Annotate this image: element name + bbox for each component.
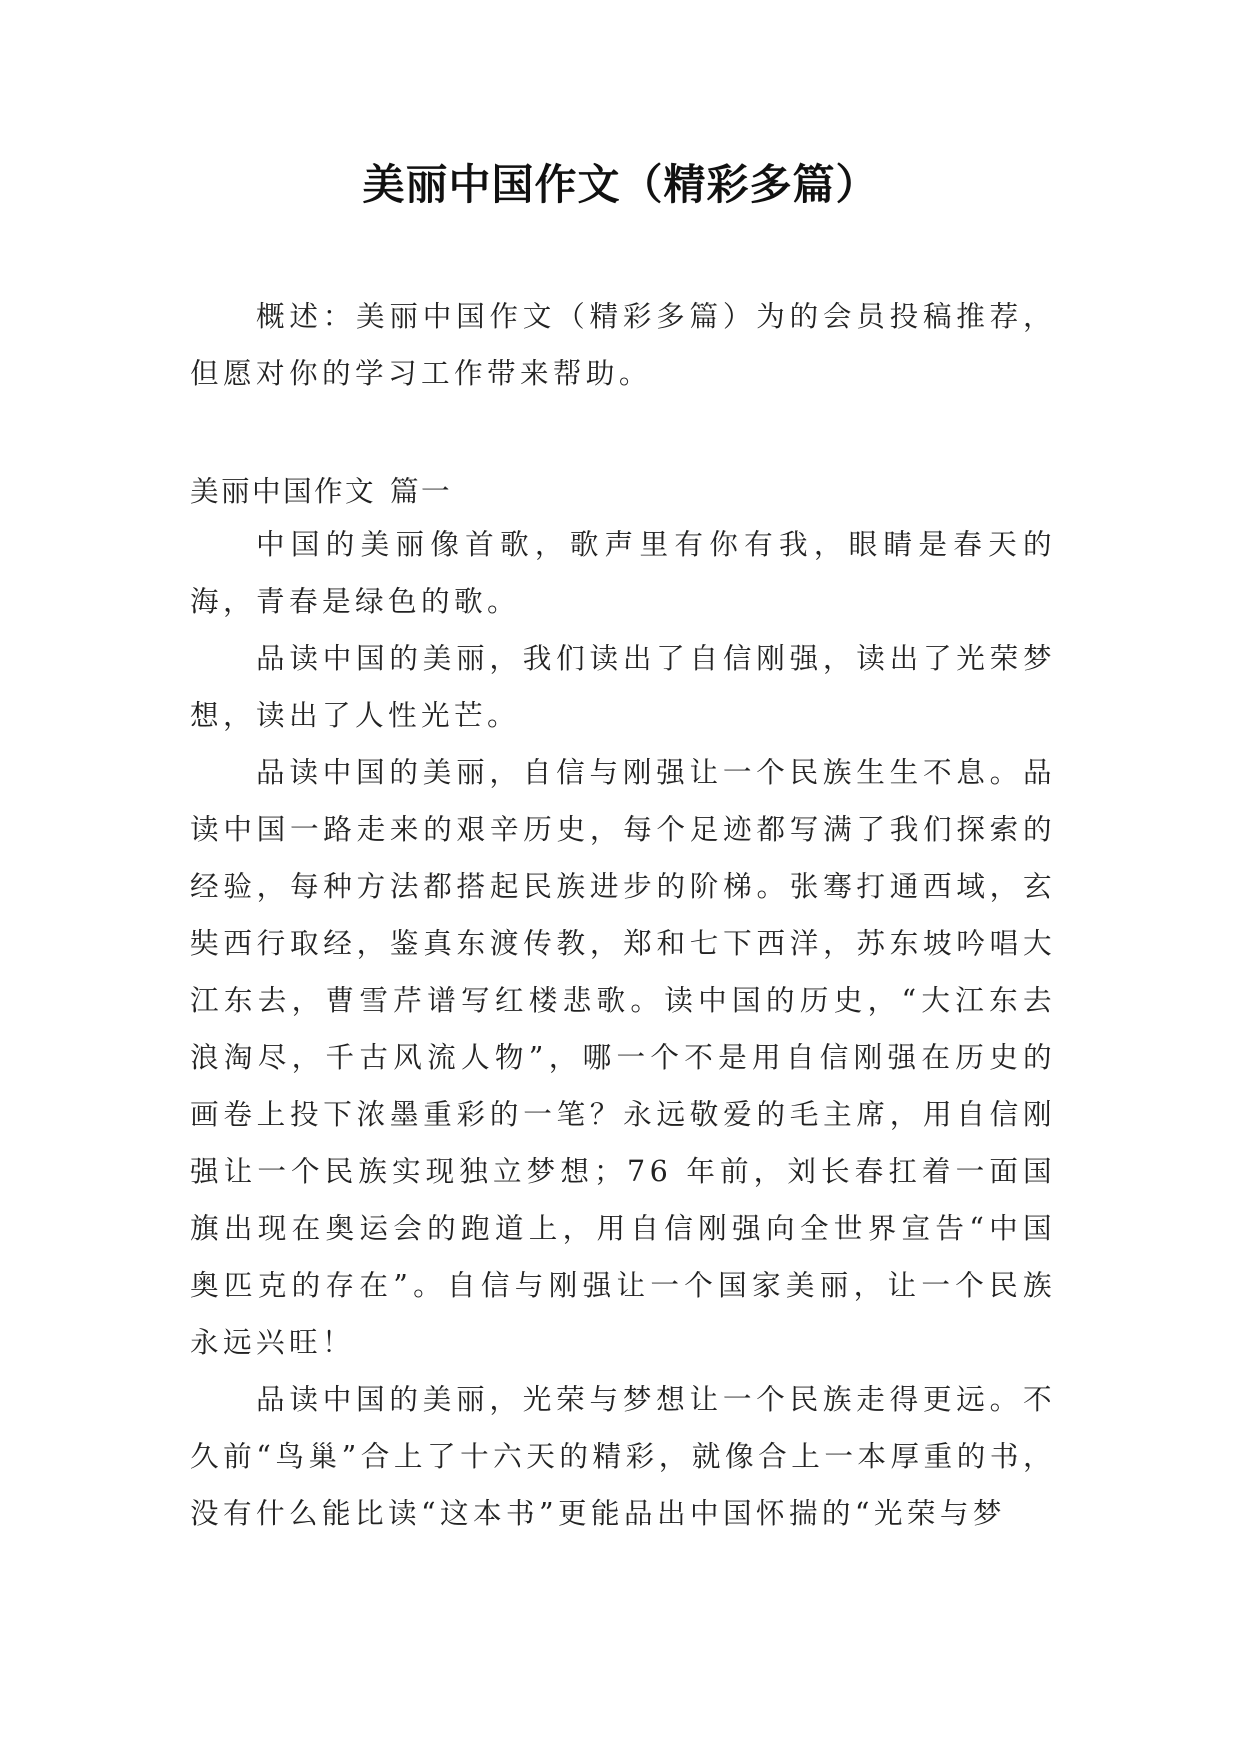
paragraph-3: 品读中国的美丽，自信与刚强让一个民族生生不息。品读中国一路走来的艰辛历史，每个足迹都写满了我们探索的经验，每种方法都搭起民族进步的阶梯。张骞打通西域，玄奘西行取经，鉴真东渡传教，郑和七下西洋，苏东坡吟唱大江东去，曹雪芹谱写红楼悲歌。读中国的历史，“大江东去浪淘尽，千古风流人物”，哪一个不是用自信刚强在历史的画卷上投下浓墨重彩的一笔？永远敬爱的毛主席，用自信刚强让一个民族实现独立梦想；76 年前，刘长春扛着一面国旗出现在奥运会的跑道上，用自信刚强向全世界宣告“中国奥匹克的存在”。自信与刚强让一个国家美丽，让一个民族永远兴旺！ (190, 755, 1056, 1359)
paragraph-2: 品读中国的美丽，我们读出了自信刚强，读出了光荣梦想，读出了人性光芒。 (190, 641, 1056, 732)
summary-paragraph: 概述：美丽中国作文（精彩多篇）为的会员投稿推荐，但愿对你的学习工作带来帮助。 (190, 299, 1056, 390)
article-section (190, 468, 1056, 1542)
paragraph-1: 中国的美丽像首歌，歌声里有你有我，眼睛是春天的海，青春是绿色的歌。 (190, 527, 1056, 618)
paragraph-4: 品读中国的美丽，光荣与梦想让一个民族走得更远。不久前“鸟巢”合上了十六天的精彩，就像合上一本厚重的书，没有什么能比读“这本书”更能品出中国怀揣的“光荣与梦 (190, 1382, 1056, 1530)
document-title: 美丽中国作文（精彩多篇） (362, 160, 879, 209)
section-heading-part: 篇一 (389, 474, 452, 508)
section-heading (190, 468, 1056, 514)
section-heading-title: 美丽中国作文 (190, 474, 376, 508)
